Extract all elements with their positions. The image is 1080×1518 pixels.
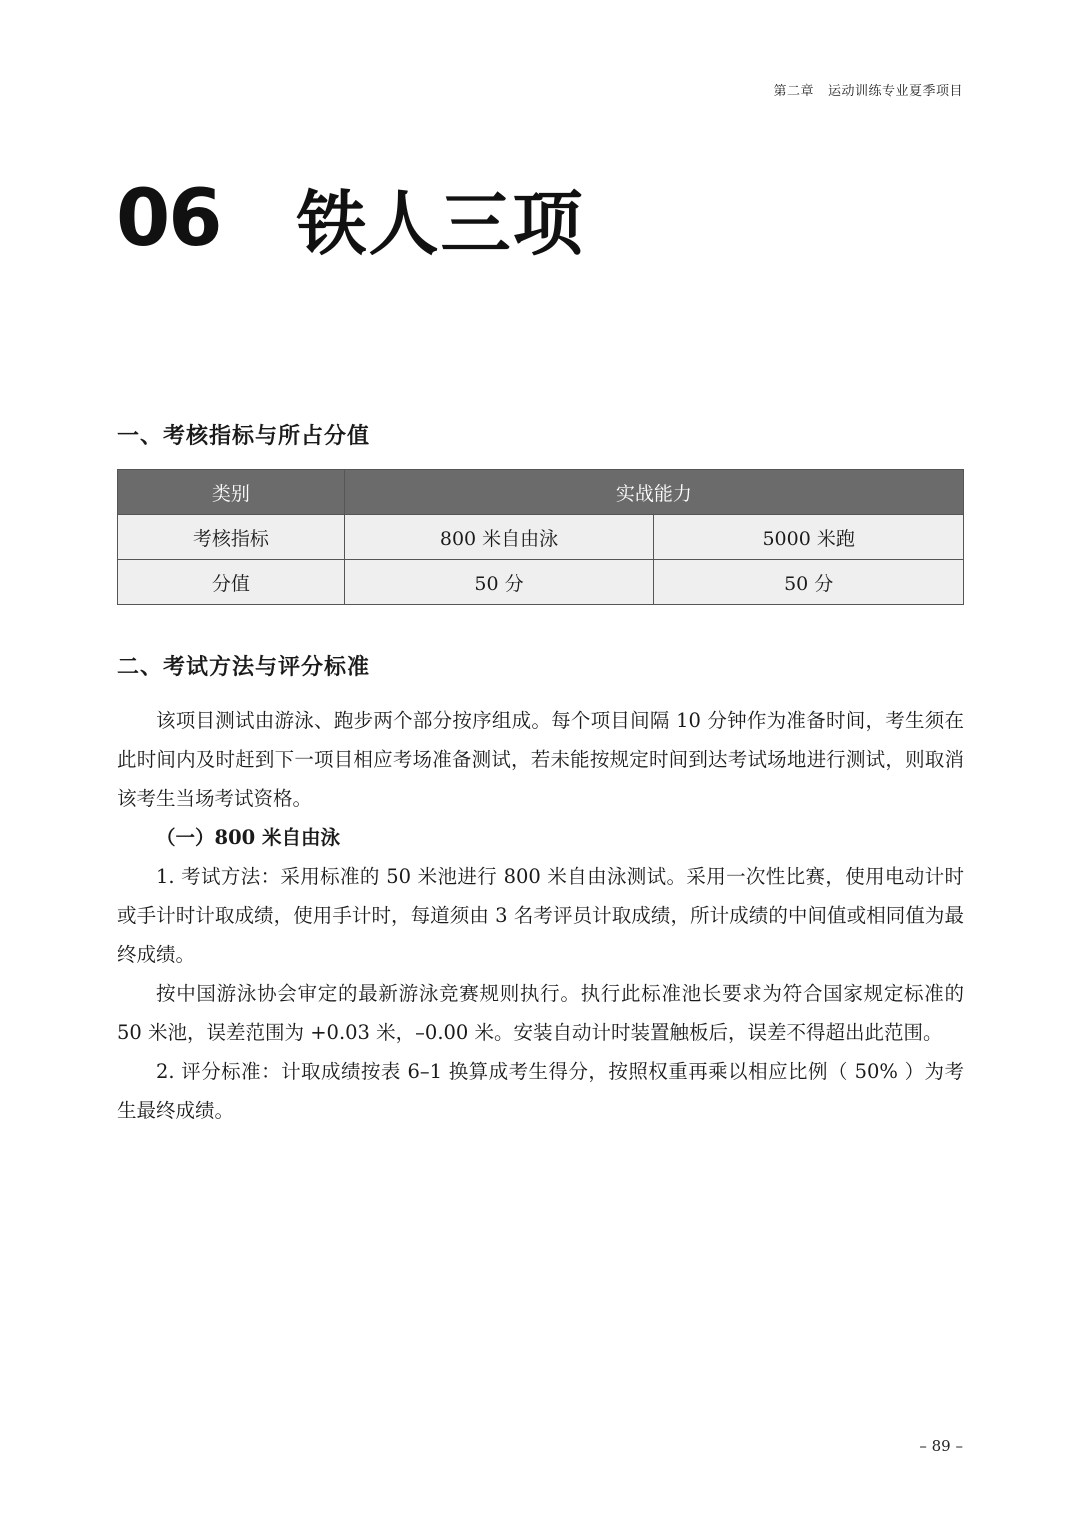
table-header-cell: 实战能力	[344, 470, 963, 515]
chapter-title	[116, 168, 585, 269]
paragraph: 按中国游泳协会审定的最新游泳竞赛规则执行。执行此标准池长要求为符合国家规定标准的 50 米池，误差范围为 +0.03 米，–0.00 米。安装自动计时装置触板后，误差不得超出此范围。	[117, 982, 964, 1044]
running-header	[773, 80, 963, 99]
table-cell: 5000 米跑	[654, 515, 964, 560]
page-number: – 89 –	[919, 1437, 963, 1455]
paragraph: 1. 考试方法：采用标准的 50 米池进行 800 米自由泳测试。采用一次性比赛，使用电动计时或手计时计取成绩，使用手计时，每道须由 3 名考评员计取成绩，所计成绩的中间值或相同值为最终成绩。	[117, 865, 964, 966]
chapter-number: 06	[116, 173, 221, 264]
running-header-section: 运动训练专业夏季项目	[827, 84, 963, 99]
table-cell: 50 分	[654, 560, 964, 605]
table-cell: 分值	[118, 560, 345, 605]
section-heading-indicators: 一、考核指标与所占分值	[117, 423, 371, 449]
table-cell: 考核指标	[118, 515, 345, 560]
running-header-chapter: 第二章	[773, 84, 814, 99]
chapter-name: 铁人三项	[296, 183, 585, 265]
subheading: （一）800 米自由泳	[156, 826, 340, 849]
section-heading-methods: 二、考试方法与评分标准	[117, 654, 371, 680]
table-row	[118, 515, 964, 560]
score-table	[117, 469, 964, 605]
paragraph: 2. 评分标准：计取成绩按表 6–1 换算成考生得分，按照权重再乘以相应比例（ 50% ）为考生最终成绩。	[117, 1060, 964, 1122]
table-cell: 800 米自由泳	[344, 515, 654, 560]
table-header-cell: 类别	[118, 470, 345, 515]
body-text	[117, 701, 964, 1130]
table-header-row	[118, 470, 964, 515]
table-row	[118, 560, 964, 605]
paragraph: 该项目测试由游泳、跑步两个部分按序组成。每个项目间隔 10 分钟作为准备时间，考生须在此时间内及时赶到下一项目相应考场准备测试，若未能按规定时间到达考试场地进行测试，则取消该考生当场考试资格。	[117, 709, 964, 810]
table-cell: 50 分	[344, 560, 654, 605]
